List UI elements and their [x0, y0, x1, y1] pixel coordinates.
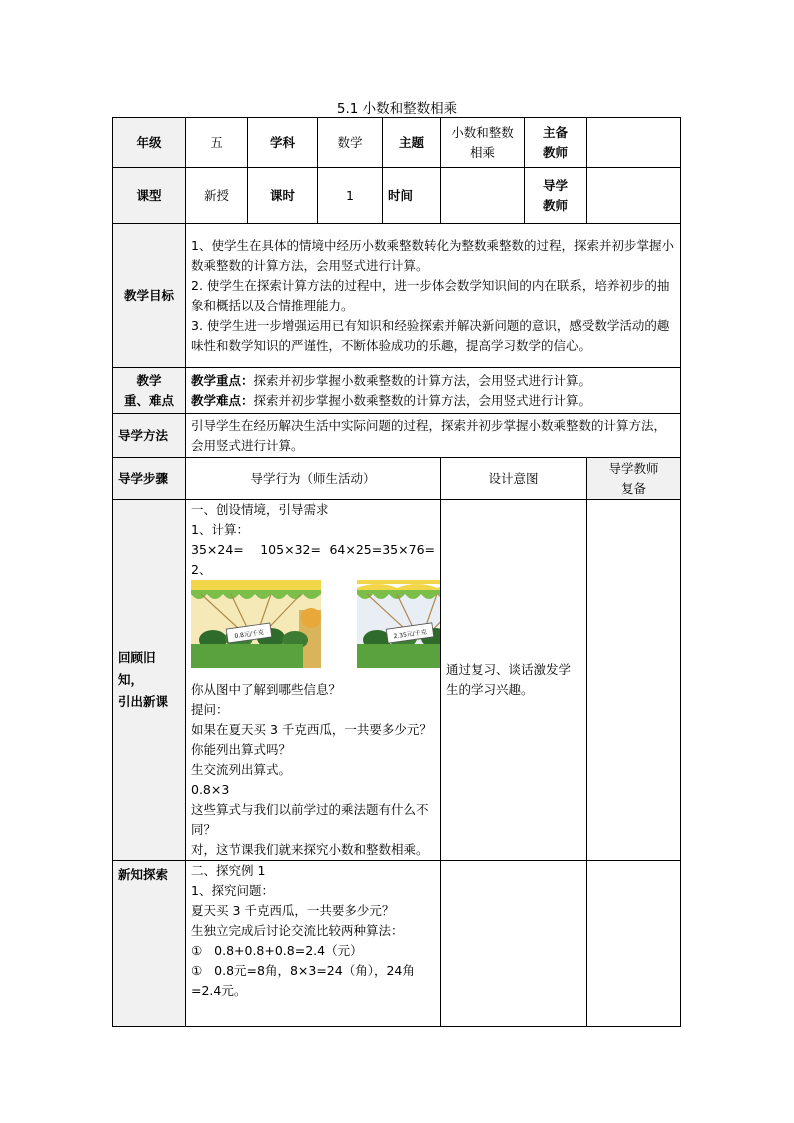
goal-item: 1、使学生在具体的情境中经历小数乘整数转化为整数乘整数的过程，探索并初步掌握小数乘整数的计算方法，会用竖式进行计算。: [191, 237, 674, 273]
time-value: [441, 168, 525, 224]
goals-label: 教学目标: [113, 224, 186, 368]
calc-label: 1、计算：: [191, 522, 249, 537]
goals-row: [113, 224, 681, 368]
winter-melon-stall-image: [357, 580, 441, 668]
item2-label: 2、: [191, 562, 212, 577]
keypoints-label: 教学 重、难点: [113, 368, 186, 414]
col-steps: 导学步骤: [113, 458, 186, 500]
goal-item: 2. 使学生在探索计算方法的过程中，进一步体会数学知识间的内在联系，培养初步的抽象和概括以及合情推理能力。: [191, 277, 670, 313]
difficult-point-text: 探索并初步掌握小数乘整数的计算方法，会用竖式进行计算。: [253, 392, 592, 408]
method-two-text: 0.8元=8角，8×3=24（角），24角=2.4元。: [191, 963, 415, 998]
lesson-type-label: 课型: [113, 168, 186, 224]
guide-teacher-value: [587, 168, 681, 224]
col-review: 导学教师 复备: [587, 458, 681, 500]
illustration-row: [191, 580, 435, 680]
header-row-1: [113, 118, 681, 168]
lesson-type-value: 新授: [186, 168, 248, 224]
keypoints-content: [186, 368, 681, 414]
circled-number: ①: [191, 963, 203, 978]
topic-value: 小数和整数相乘: [441, 118, 525, 168]
section2-line: 夏天买 3 千克西瓜，一共要多少元？: [191, 903, 395, 918]
header-row-2: [113, 168, 681, 224]
section2-line: 生独立完成后讨论交流比较两种算法：: [191, 923, 404, 938]
question-line: 对，这节课我们就来探究小数和整数相乘。: [191, 842, 429, 857]
circled-number: ①: [191, 943, 203, 958]
calc-item: 64×25=: [329, 542, 383, 557]
section1-review: [587, 500, 681, 861]
subject-label: 学科: [248, 118, 318, 168]
grade-value: 五: [186, 118, 248, 168]
time-label: 时间: [383, 168, 441, 224]
key-point-label: 教学重点：: [191, 372, 254, 388]
calc-item: 105×32=: [260, 542, 321, 557]
keypoints-row: [113, 368, 681, 414]
lead-teacher-label: 主备 教师: [525, 118, 587, 168]
question-line: 你从图中了解到哪些信息？: [191, 682, 342, 697]
section1-label: 回顾旧知， 引出新课: [113, 500, 186, 861]
section2-label: 新知探索: [113, 861, 186, 1027]
page-title: 5.1 小数和整数相乘: [336, 101, 458, 117]
lead-teacher-value: [587, 118, 681, 168]
subject-value: 数学: [318, 118, 383, 168]
calc-item: 35×76=: [382, 542, 435, 557]
period-value: 1: [318, 168, 383, 224]
section1-design: 通过复习、谈话激发学生的学习兴趣。: [441, 500, 587, 861]
method-text: 引导学生在经历解决生活中实际问题的过程，探索并初步掌握小数乘整数的计算方法，会用竖式进行计算。: [186, 414, 681, 458]
section1-heading: 一、创设情境，引导需求: [191, 502, 329, 517]
section2-line: 1、探究问题：: [191, 883, 274, 898]
question-line: 0.8×3: [191, 782, 230, 797]
question-line: 这些算式与我们以前学过的乘法题有什么不同？: [191, 802, 429, 837]
grade-label: 年级: [113, 118, 186, 168]
method-row: [113, 414, 681, 458]
calc-item: 35×24=: [191, 542, 244, 557]
method-one: [191, 941, 435, 961]
topic-label: 主题: [383, 118, 441, 168]
question-line: 提问：: [191, 702, 229, 717]
summer-melon-stall-image: [191, 580, 321, 668]
section1-activity: [186, 500, 441, 861]
period-label: 课时: [248, 168, 318, 224]
section2-row: [113, 861, 681, 1027]
question-line: 如果在夏天买 3 千克西瓜，一共要多少元？你能列出算式吗？: [191, 722, 432, 757]
method-one-text: 0.8+0.8+0.8=2.4（元）: [214, 943, 363, 958]
section2-design: [441, 861, 587, 1027]
method-two: [191, 961, 435, 1001]
question-line: 生交流列出算式。: [191, 762, 292, 777]
section2-heading: 二、探究例 1: [191, 863, 266, 878]
guide-teacher-label: 导学 教师: [525, 168, 587, 224]
goals-content: [186, 224, 681, 368]
section1-row: [113, 500, 681, 861]
method-label: 导学方法: [113, 414, 186, 458]
goal-item: 3. 使学生进一步增强运用已有知识和经验探索并解决新问题的意识，感受数学活动的趣味性和数学知识的严谨性，不断体验成功的乐趣，提高学习数学的信心。: [191, 317, 670, 353]
col-design: 设计意图: [441, 458, 587, 500]
section2-activity: [186, 861, 441, 1027]
calc-line: [191, 540, 435, 560]
difficult-point-label: 教学难点：: [191, 392, 254, 408]
price-sign-winter: 2.35元/千克: [393, 628, 428, 641]
key-point-text: 探索并初步掌握小数乘整数的计算方法，会用竖式进行计算。: [253, 372, 592, 388]
section2-review: [587, 861, 681, 1027]
lesson-plan-table: [112, 117, 681, 1027]
column-header-row: [113, 458, 681, 500]
col-activity: 导学行为（师生活动）: [186, 458, 441, 500]
price-sign-summer: 0.8元/千克: [234, 628, 265, 641]
